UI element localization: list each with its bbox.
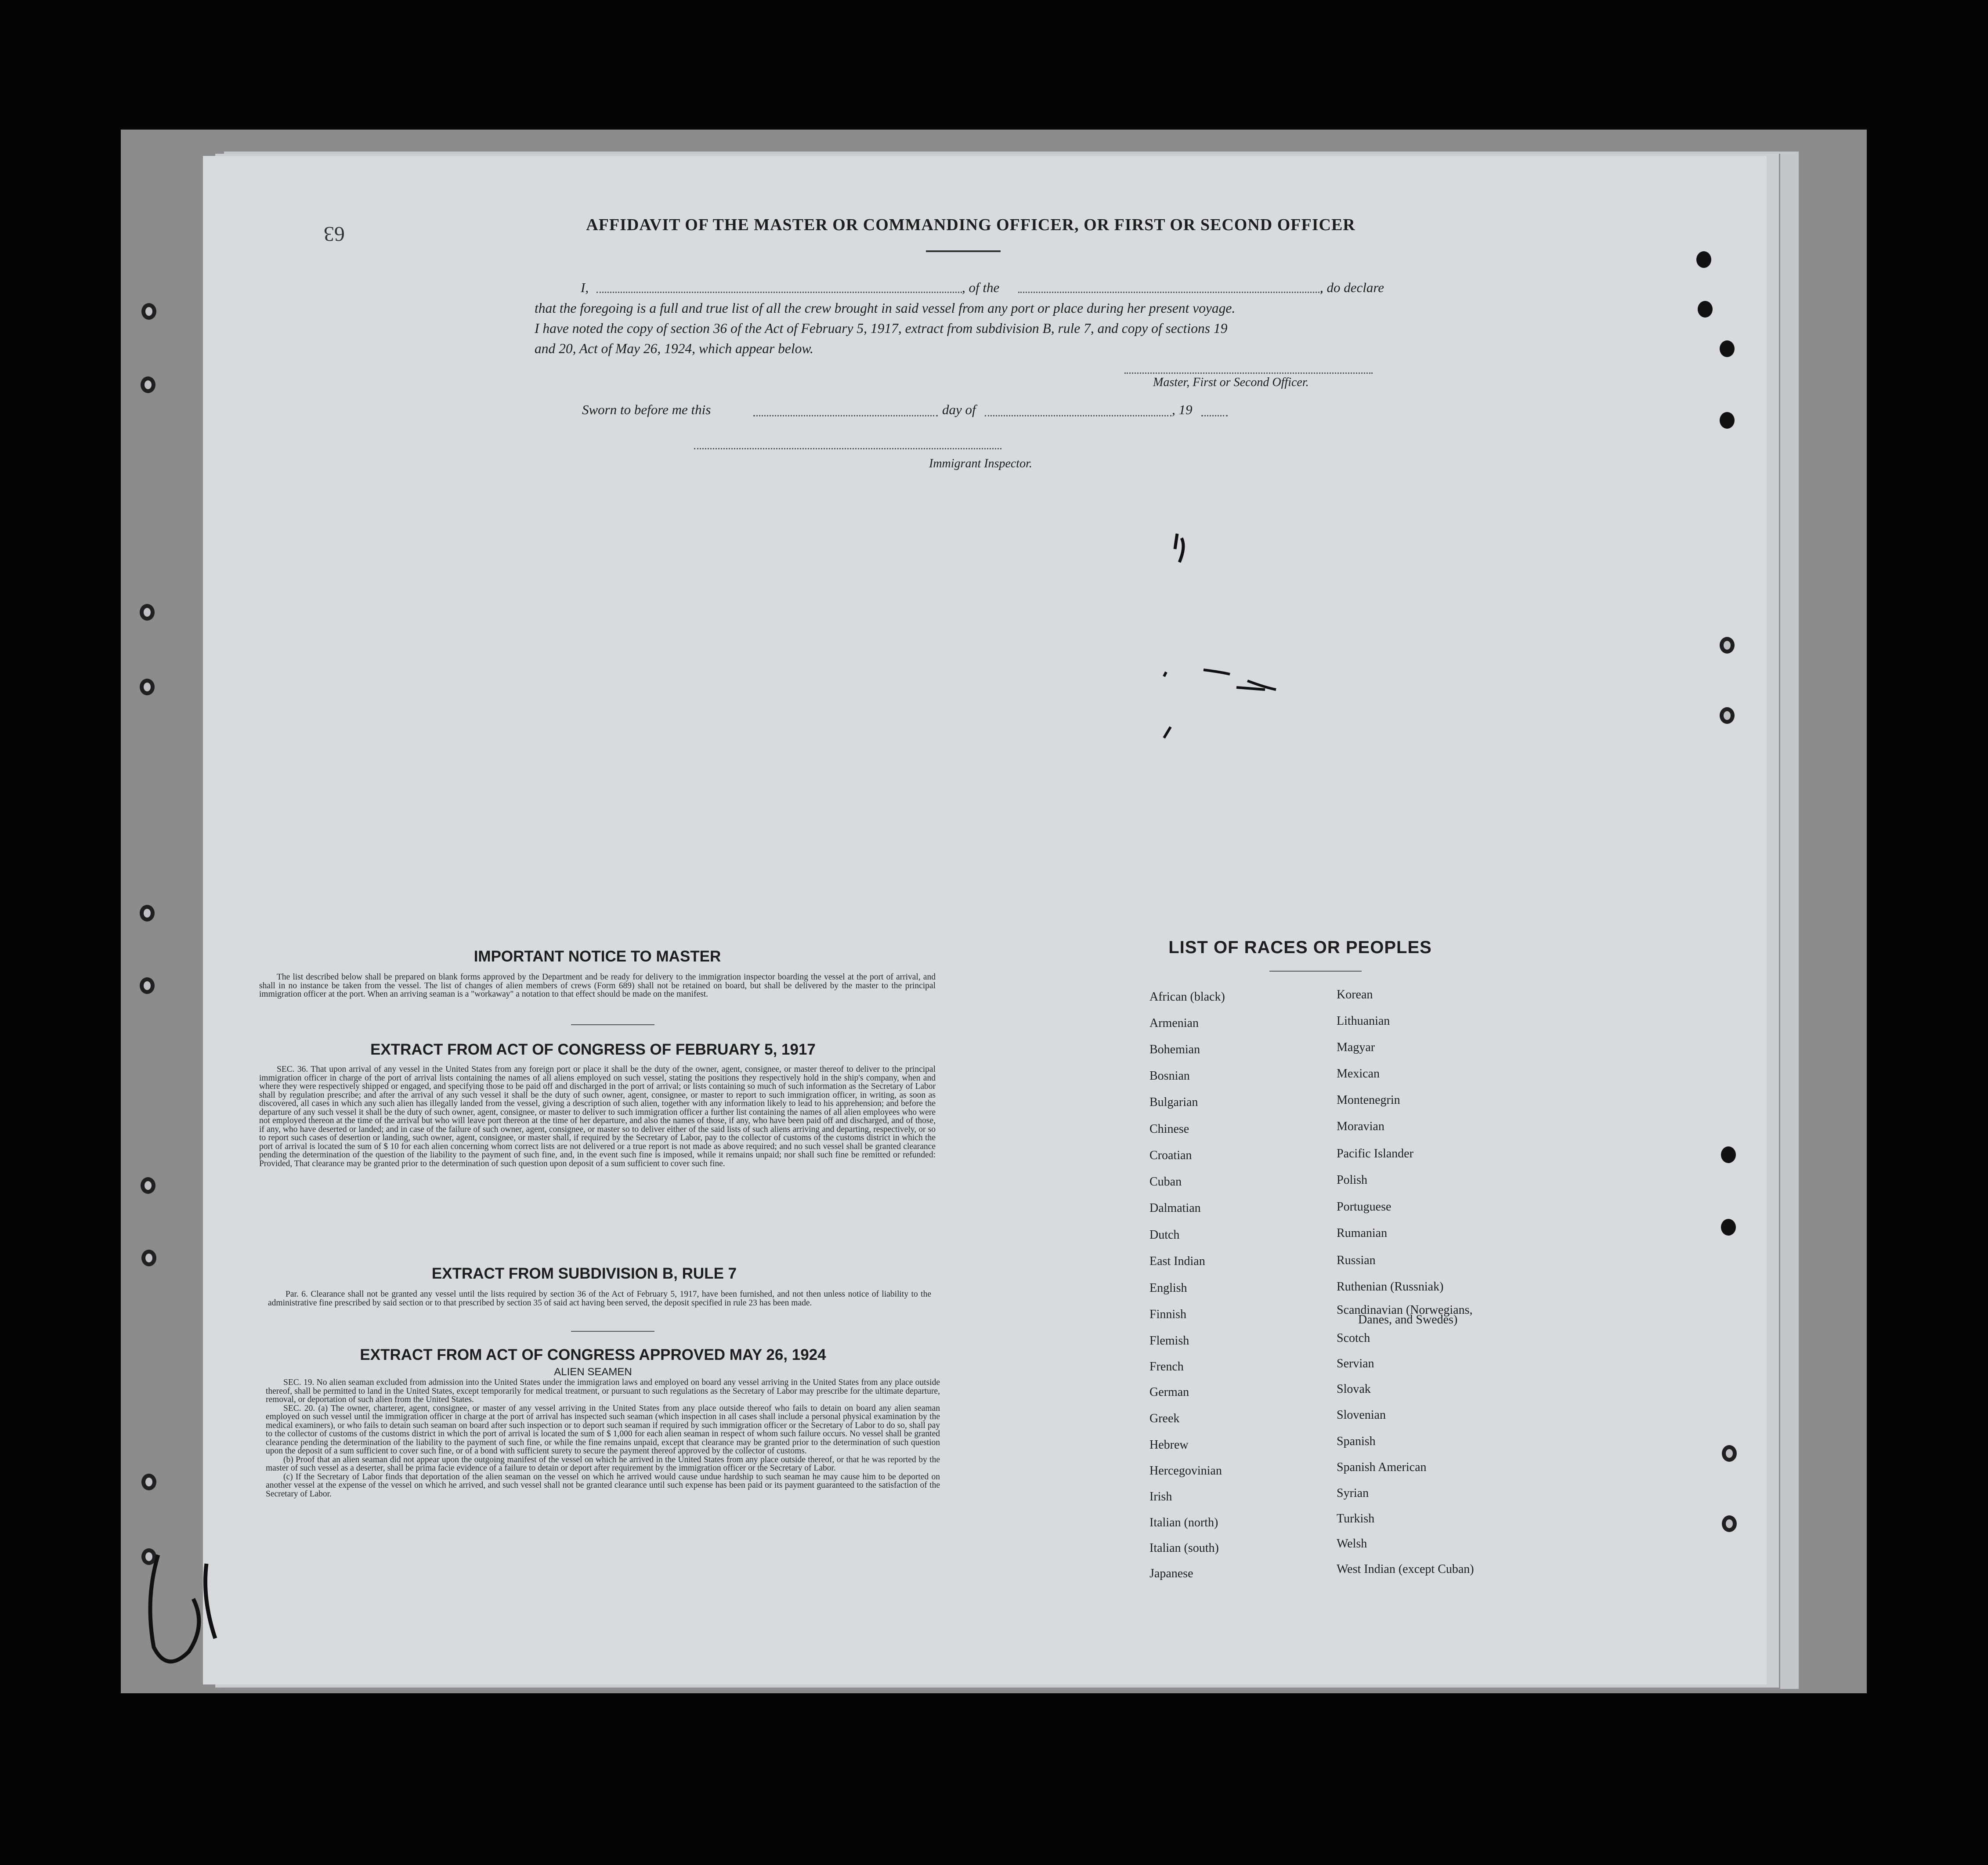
section-divider xyxy=(571,1024,654,1025)
binder-hole xyxy=(140,679,155,695)
sworn-label: Sworn to before me this xyxy=(582,402,711,417)
rule7-title: EXTRACT FROM SUBDIVISION B, RULE 7 xyxy=(431,1265,737,1282)
binder-hole xyxy=(1720,340,1735,357)
affidavit-of-the-label: , of the xyxy=(962,280,1000,295)
binder-hole xyxy=(1721,1146,1736,1163)
binder-hole xyxy=(141,376,155,393)
race-item: Pacific Islander xyxy=(1337,1147,1413,1160)
race-item: Turkish xyxy=(1337,1512,1375,1525)
race-item: Armenian xyxy=(1149,1016,1199,1030)
race-item: Hercegovinian xyxy=(1149,1464,1222,1478)
race-item: Portuguese xyxy=(1337,1200,1392,1214)
binder-hole xyxy=(1698,301,1713,318)
race-item: Montenegrin xyxy=(1337,1093,1400,1107)
binder-hole xyxy=(141,1474,156,1490)
inspector-caption: Immigrant Inspector. xyxy=(929,457,1032,470)
binder-hole xyxy=(1722,1445,1737,1462)
inspector-signature-line[interactable] xyxy=(694,448,1001,449)
race-item: Japanese xyxy=(1149,1567,1193,1580)
year-label: , 19 xyxy=(1172,402,1193,417)
race-item: Croatian xyxy=(1149,1149,1192,1162)
binder-hole xyxy=(1721,1219,1736,1236)
race-item: East Indian xyxy=(1149,1254,1205,1268)
sworn-day-blank[interactable] xyxy=(753,415,938,416)
race-item: Lithuanian xyxy=(1337,1014,1390,1028)
affidavit-i-label: I, xyxy=(581,280,589,295)
race-item: Hebrew xyxy=(1149,1438,1189,1452)
race-item: Servian xyxy=(1337,1357,1374,1370)
race-item-continuation: Danes, and Swedes) xyxy=(1358,1313,1458,1326)
races-title: LIST OF RACES OR PEOPLES xyxy=(1168,938,1432,957)
notice-body xyxy=(259,973,936,999)
name-blank[interactable] xyxy=(596,292,962,293)
sworn-year-blank[interactable] xyxy=(1201,415,1228,416)
race-item: Polish xyxy=(1337,1173,1368,1187)
affidavit-line: I have noted the copy of section 36 of the Act of February 5, 1917, extract from subdivision B, rule 7, and copy of sections 19 xyxy=(535,321,1228,336)
race-item: Welsh xyxy=(1337,1537,1367,1551)
race-item: Irish xyxy=(1149,1490,1172,1504)
notice-title: IMPORTANT NOTICE TO MASTER xyxy=(474,948,721,965)
binder-hole xyxy=(140,977,155,994)
race-item: Spanish xyxy=(1337,1435,1376,1448)
notice-text: The list described below shall be prepared on blank forms approved by the Department and be ready for delivery to the immigration inspector boarding the vessel at the port of arrival, and shall in no instance be taken from the vessel. The list of changes of alien members of crews (Form 689) shall not be retained on board, but shall be delivered by the master to the principal immigration officer at the port. When an arriving seaman is a "workaway" a notation to that effect should be made on the manifest. xyxy=(259,972,936,999)
race-item: Syrian xyxy=(1337,1486,1369,1500)
race-item: Spanish American xyxy=(1337,1460,1427,1474)
master-caption: Master, First or Second Officer. xyxy=(1153,376,1309,389)
affidavit-line: and 20, Act of May 26, 1924, which appear below. xyxy=(535,341,813,356)
binder-hole xyxy=(1720,412,1735,429)
races-divider xyxy=(1269,971,1362,972)
extract-1917-title: EXTRACT FROM ACT OF CONGRESS OF FEBRUARY 5, 1917 xyxy=(370,1041,816,1058)
race-item: Finnish xyxy=(1149,1308,1187,1321)
binder-hole xyxy=(141,1250,156,1266)
race-item: West Indian (except Cuban) xyxy=(1337,1562,1474,1576)
handwritten-mark xyxy=(1168,529,1195,569)
race-item: Flemish xyxy=(1149,1334,1189,1348)
race-item: Scandinavian (Norwegians, xyxy=(1337,1303,1473,1317)
race-item: Magyar xyxy=(1337,1041,1375,1054)
race-item: Moravian xyxy=(1337,1120,1384,1133)
extract-1924-subtitle: ALIEN SEAMEN xyxy=(554,1366,632,1378)
race-item: Bosnian xyxy=(1149,1069,1190,1083)
sec20a-text: SEC. 20. (a) The owner, charterer, agent, consignee, or master of any vessel arriving in the United States from any place outside thereof who fails to detain on board any alien seaman employed on such vessel until the immigration officer in charge at the port of arrival has inspected such seaman (which inspection in all cases shall include a personal physical examination by the medical examiners), or who fails to detain such seaman on board after such inspection or to deport such seaman if required by such immigration officer or the Secretary of Labor to do so, shall pay to the collector of customs of the customs district in which the port of arrival is located the sum of $ 1,000 for each alien seaman in respect of whom such failure occurs. No vessel shall be granted clearance pending the determination of the liability to the payment of such fine, or while the fine remains unpaid, except that clearance may be granted prior to the determination of such question upon the deposit of a sum sufficient to cover such fine, or of a bond with sufficient surety to secure the payment thereof approved by the collector of customs. xyxy=(266,1403,940,1456)
race-item: Korean xyxy=(1337,988,1373,1001)
race-item: Greek xyxy=(1149,1412,1180,1425)
race-item: German xyxy=(1149,1385,1189,1399)
race-item: Mexican xyxy=(1337,1067,1380,1081)
race-item: Italian (south) xyxy=(1149,1541,1219,1555)
sworn-month-blank[interactable] xyxy=(985,415,1171,416)
affidavit-do-declare: , do declare xyxy=(1320,280,1384,295)
handwritten-mark xyxy=(1160,663,1283,742)
binder-hole xyxy=(1720,707,1735,724)
race-item: Dalmatian xyxy=(1149,1201,1201,1215)
race-item: Bohemian xyxy=(1149,1043,1200,1056)
binder-hole xyxy=(141,1177,155,1194)
master-signature-line[interactable] xyxy=(1124,372,1373,374)
rule7-text: Par. 6. Clearance shall not be granted any vessel until the lists required by section 36 of the Act of February 5, 1917, have been furnished, and not then unless notice of liability to the administrative fine prescribed by said section or to that prescribed by section 35 of said act having been served, the deposit specified in rule 23 has been made. xyxy=(268,1290,931,1308)
race-item: Slovak xyxy=(1337,1382,1371,1396)
race-item: Bulgarian xyxy=(1149,1095,1198,1109)
binder-hole xyxy=(1720,637,1735,654)
race-item: Russian xyxy=(1337,1254,1376,1267)
extract-1924-title: EXTRACT FROM ACT OF CONGRESS APPROVED MAY 26, 1924 xyxy=(360,1346,826,1363)
extract-1917-body xyxy=(259,1065,936,1168)
binder-hole xyxy=(1722,1515,1737,1532)
race-item: Scotch xyxy=(1337,1331,1370,1345)
binder-hole xyxy=(141,303,156,320)
sec19-text: SEC. 19. No alien seaman excluded from admission into the United States under the immigration laws and employed on board any vessel arriving in the United States from any place outside thereof, shall be permitted to land in the United States, except temporarily for medical treatment, or pursuant to such regulations as the Secretary of Labor may prescribe for the ultimate departure, removal, or deportation of such alien from the United States. xyxy=(266,1378,940,1404)
vessel-blank[interactable] xyxy=(1018,292,1322,293)
affidavit-line: that the foregoing is a full and true list of all the crew brought in said vessel from any port or place during her present voyage. xyxy=(535,300,1236,316)
title-underline xyxy=(926,250,1001,252)
extract-1924-body xyxy=(266,1378,940,1498)
day-of-label: day of xyxy=(942,402,976,417)
binder-hole xyxy=(140,604,155,621)
race-item: Rumanian xyxy=(1337,1226,1388,1240)
race-item: English xyxy=(1149,1281,1187,1295)
rule7-body xyxy=(268,1290,931,1307)
race-item: Ruthenian (Russniak) xyxy=(1337,1280,1444,1294)
binder-hole xyxy=(1696,251,1711,268)
binder-hole xyxy=(140,905,155,922)
race-item: Italian (north) xyxy=(1149,1516,1218,1529)
race-item: French xyxy=(1149,1360,1184,1373)
race-item: Slovenian xyxy=(1337,1408,1386,1422)
affidavit-title: AFFIDAVIT OF THE MASTER OR COMMANDING OFFICER, OR FIRST OR SECOND OFFICER xyxy=(586,216,1355,234)
handwritten-signature-mark xyxy=(141,1546,228,1678)
sec36-text: SEC. 36. That upon arrival of any vessel in the United States from any foreign port or place it shall be the duty of the owner, agent, consignee, or master thereof to deliver to the principal immigration officer in charge of the port of arrival lists containing the names of all aliens employed on such vessel, stating the positions they respectively hold in the ship's company, when and where they were respectively shipped or engaged, and specifying those to be paid off and discharged in the port of arrival; or lists containing so much of such information as the Secretary of Labor shall by regulation prescribe; and after the arrival of any such vessel it shall be the duty of such owner, agent, consignee, or master to report to such immigration officer, in writing, as soon as discovered, all cases in which any such alien has illegally landed from the vessel, giving a description of such alien, together with any information likely to lead to his apprehension; and before the departure of any such vessel it shall be the duty of such owner, agent, consignee, or master to deliver to such immigration officer a further list containing the names of all alien employees who were not employed thereon at the time of the arrival but who will leave port thereon at the time of her departure, and also the names of those, if any, who have been paid off and discharged, and of those, if any, who have deserted or landed; and in case of the failure of such owner, agent, consignee, or master so to deliver either of the said lists of such aliens arriving and departing, respectively, or so to report such cases of desertion or landing, such owner, agent, consignee, or master shall, if required by the Secretary of Labor, pay to the collector of customs of the customs district in which the port of arrival is located the sum of $ 10 for each alien concerning whom correct lists are not delivered or a true report is not made as above required; and no such vessel shall be granted clearance pending the determination of the question of the liability to the payment of such fine, and, in the event such fine is imposed, while it remains unpaid; nor shall such fine be remitted or refunded: Provided, That clearance may be granted prior to the determination of such question upon deposit of a sum sufficient to cover such fine. xyxy=(259,1065,936,1168)
race-item: African (black) xyxy=(1149,990,1225,1004)
race-item: Chinese xyxy=(1149,1122,1189,1136)
sec20c-text: (c) If the Secretary of Labor finds that deportation of the alien seaman on the vessel on which he arrived would cause undue hardship to such seaman he may cause him to be deported on another vessel at the expense of the vessel on which he arrived, and such vessel shall not be granted clearance until such expense has been paid or its payment guaranteed to the satisfaction of the Secretary of Labor. xyxy=(266,1472,940,1499)
section-divider xyxy=(571,1331,654,1332)
sec20b-text: (b) Proof that an alien seaman did not appear upon the outgoing manifest of the vessel on which he arrived in the United States from any place outside thereof, or that he was reported by the master of such vessel as a deserter, shall be prima facie evidence of a failure to detain or deport after requirement by the immigration officer or the Secretary of Labor. xyxy=(266,1455,940,1473)
race-item: Cuban xyxy=(1149,1175,1182,1189)
page-number-stamp: 63 xyxy=(324,222,345,246)
race-item: Dutch xyxy=(1149,1228,1180,1242)
